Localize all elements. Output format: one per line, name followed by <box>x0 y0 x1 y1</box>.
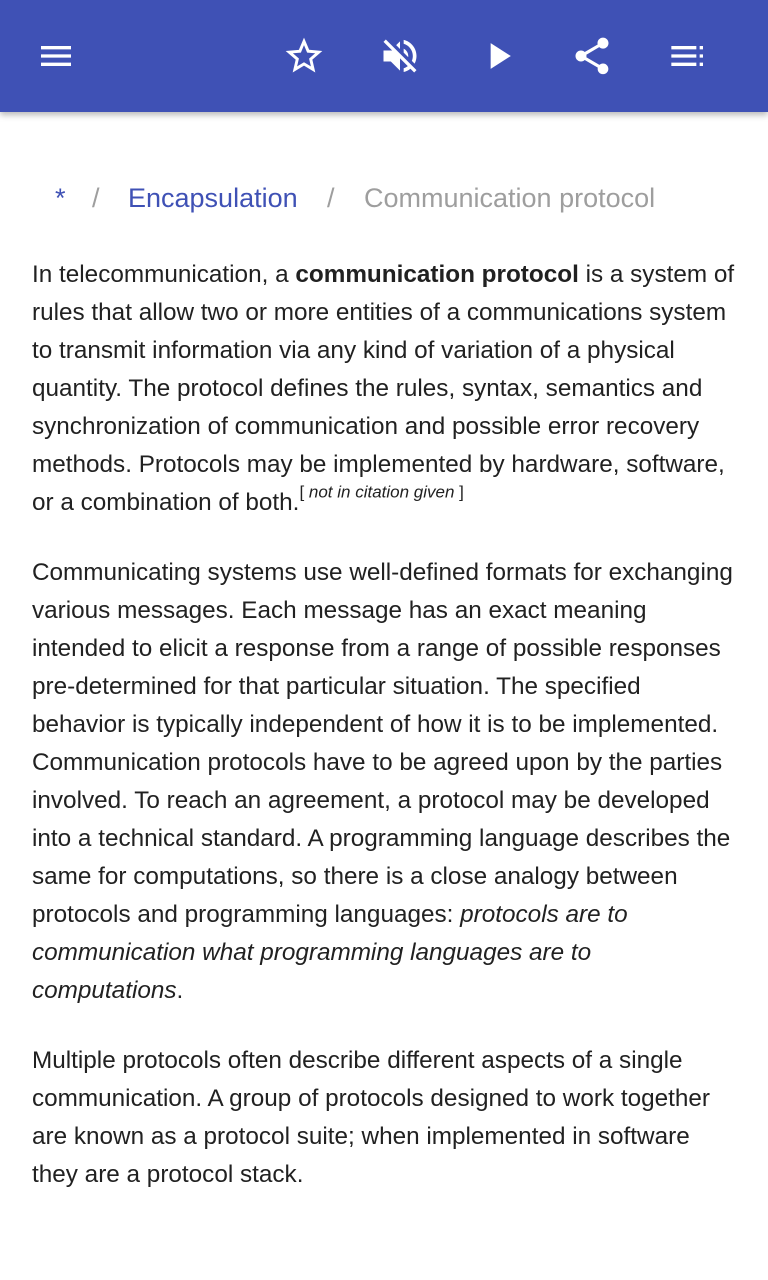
hamburger-menu-icon <box>36 36 76 76</box>
list-menu-icon <box>668 36 708 76</box>
app-toolbar <box>0 0 768 112</box>
breadcrumb-separator: / <box>327 183 335 213</box>
paragraph-text: Multiple protocols often describe different aspects of a single communication. A group of protocols designed to work together are known as a protocol suite; when implemented in software they are a protocol stack. <box>32 1047 711 1188</box>
mute-button[interactable] <box>368 24 432 88</box>
share-icon <box>570 34 614 78</box>
article-paragraph <box>32 1042 736 1194</box>
article-term: communication protocol <box>295 261 579 288</box>
article-quote: protocols are to communication what programming languages are to computations <box>32 901 628 1004</box>
article-paragraph <box>32 256 736 522</box>
breadcrumb-current-page: Communication protocol <box>364 183 656 213</box>
table-of-contents-button[interactable] <box>656 24 720 88</box>
paragraph-text: is a system of rules that allow two or more entities of a communications system to transmit information via any kind of variation of a physical quantity. The protocol defines the rules, syntax, semantics and synchronization of communication and possible error recovery methods. Protocols may be implemented by hardware, software, or a combination of both. <box>32 261 735 516</box>
share-button[interactable] <box>560 24 624 88</box>
citation-needed-note[interactable] <box>299 482 463 501</box>
breadcrumb-separator: / <box>92 183 100 213</box>
breadcrumb <box>0 176 768 220</box>
article-paragraph <box>32 554 736 1010</box>
breadcrumb-parent-link[interactable]: Encapsulation <box>128 183 298 213</box>
star-outline-icon <box>282 34 326 78</box>
paragraph-text: Communicating systems use well-defined formats for exchanging various messages. Each message has an exact meaning intended to elicit a response from a range of possible responses pre-determined for that particular situation. The specified behavior is typically independent of how it is to be implemented. Communication protocols have to be agreed upon by the parties involved. To reach an agreement, a protocol may be developed into a technical standard. A programming language describes the same for computations, so there is a close analogy between protocols and programming languages: <box>32 559 733 928</box>
volume-off-icon <box>378 34 422 78</box>
citation-text: not in citation given <box>308 482 455 502</box>
article-content <box>32 256 736 1226</box>
play-icon <box>476 34 520 78</box>
play-button[interactable] <box>466 24 530 88</box>
citation-bracket: ] <box>454 482 464 502</box>
citation-bracket: [ <box>299 482 309 502</box>
menu-button[interactable] <box>24 24 88 88</box>
paragraph-intro: In telecommunication, a <box>32 261 296 288</box>
paragraph-end: . <box>176 977 184 1004</box>
favorite-button[interactable] <box>272 24 336 88</box>
breadcrumb-root-link[interactable]: * <box>55 183 66 213</box>
